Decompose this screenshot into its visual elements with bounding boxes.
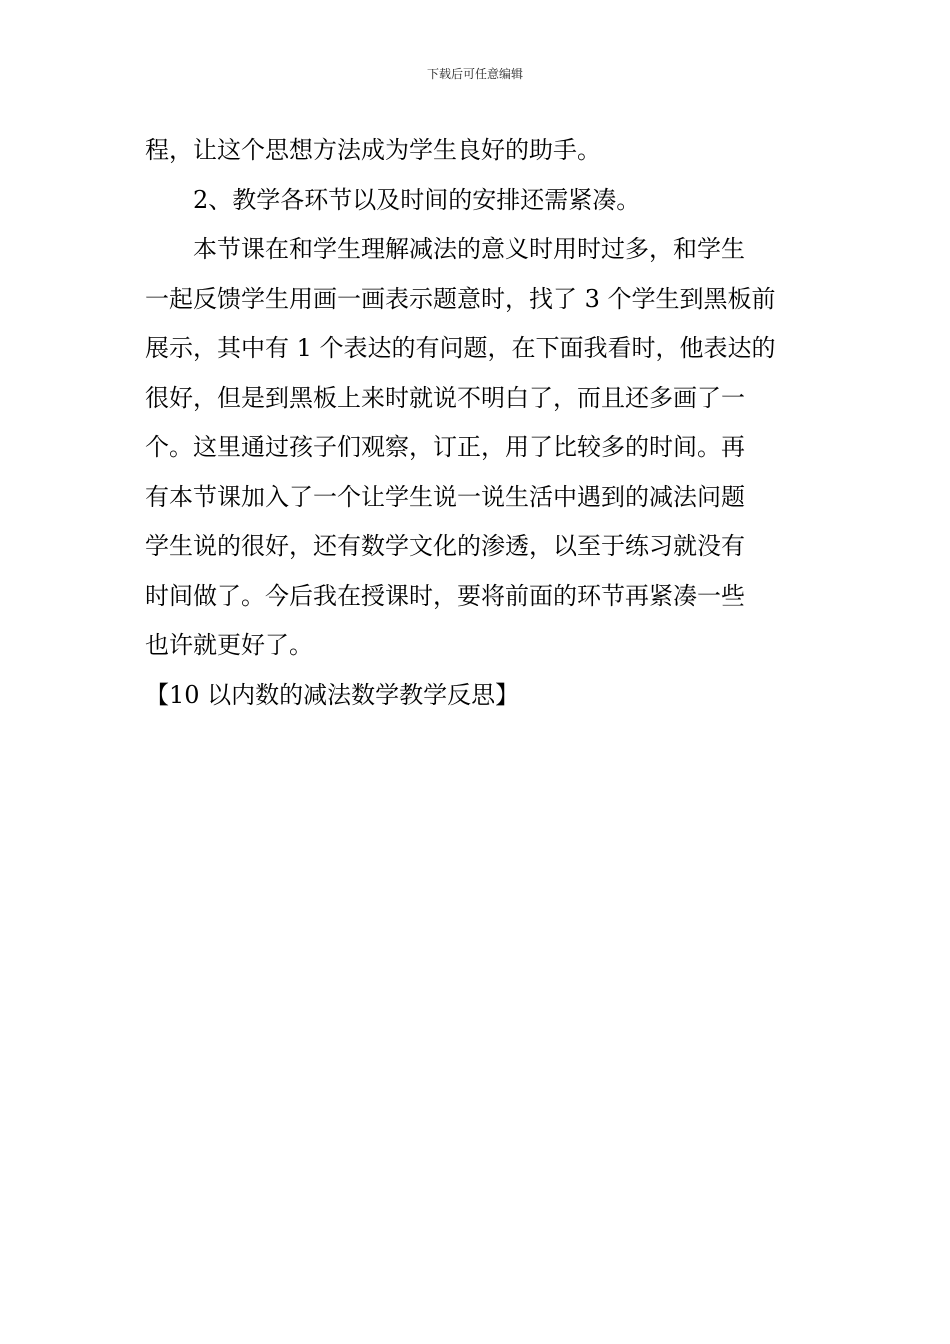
paragraph-line: 一起反馈学生用画一画表示题意时，找了 3 个学生到黑板前: [145, 284, 776, 313]
paragraph-line: 很好，但是到黑板上来时就说不明白了，而且还多画了一: [145, 383, 745, 412]
paragraph-line: 个。这里通过孩子们观察，订正，用了比较多的时间。再: [145, 433, 745, 461]
paragraph-line: 学生说的很好，还有数学文化的渗透，以至于练习就没有: [145, 532, 745, 560]
paragraph-line: 展示，其中有 1 个表达的有问题，在下面我看时，他表达的: [145, 334, 776, 362]
paragraph-line: 时间做了。今后我在授课时，要将前面的环节再紧凑一些: [145, 581, 745, 610]
paragraph-line: 有本节课加入了一个让学生说一说生活中遇到的减法问题: [145, 482, 745, 511]
page-header: 下载后可任意编辑: [426, 67, 523, 81]
paragraph-line: 程，让这个思想方法成为学生良好的助手。: [145, 136, 601, 164]
paragraph-line: 也许就更好了。: [145, 631, 313, 659]
section-title: 【10 以内数的减法数学教学反思】: [145, 680, 520, 709]
document-body: [145, 126, 807, 720]
paragraph-line: 本节课在和学生理解减法的意义时用时过多，和学生: [193, 235, 745, 263]
paragraph-line: 2、教学各环节以及时间的安排还需紧凑。: [193, 185, 641, 214]
